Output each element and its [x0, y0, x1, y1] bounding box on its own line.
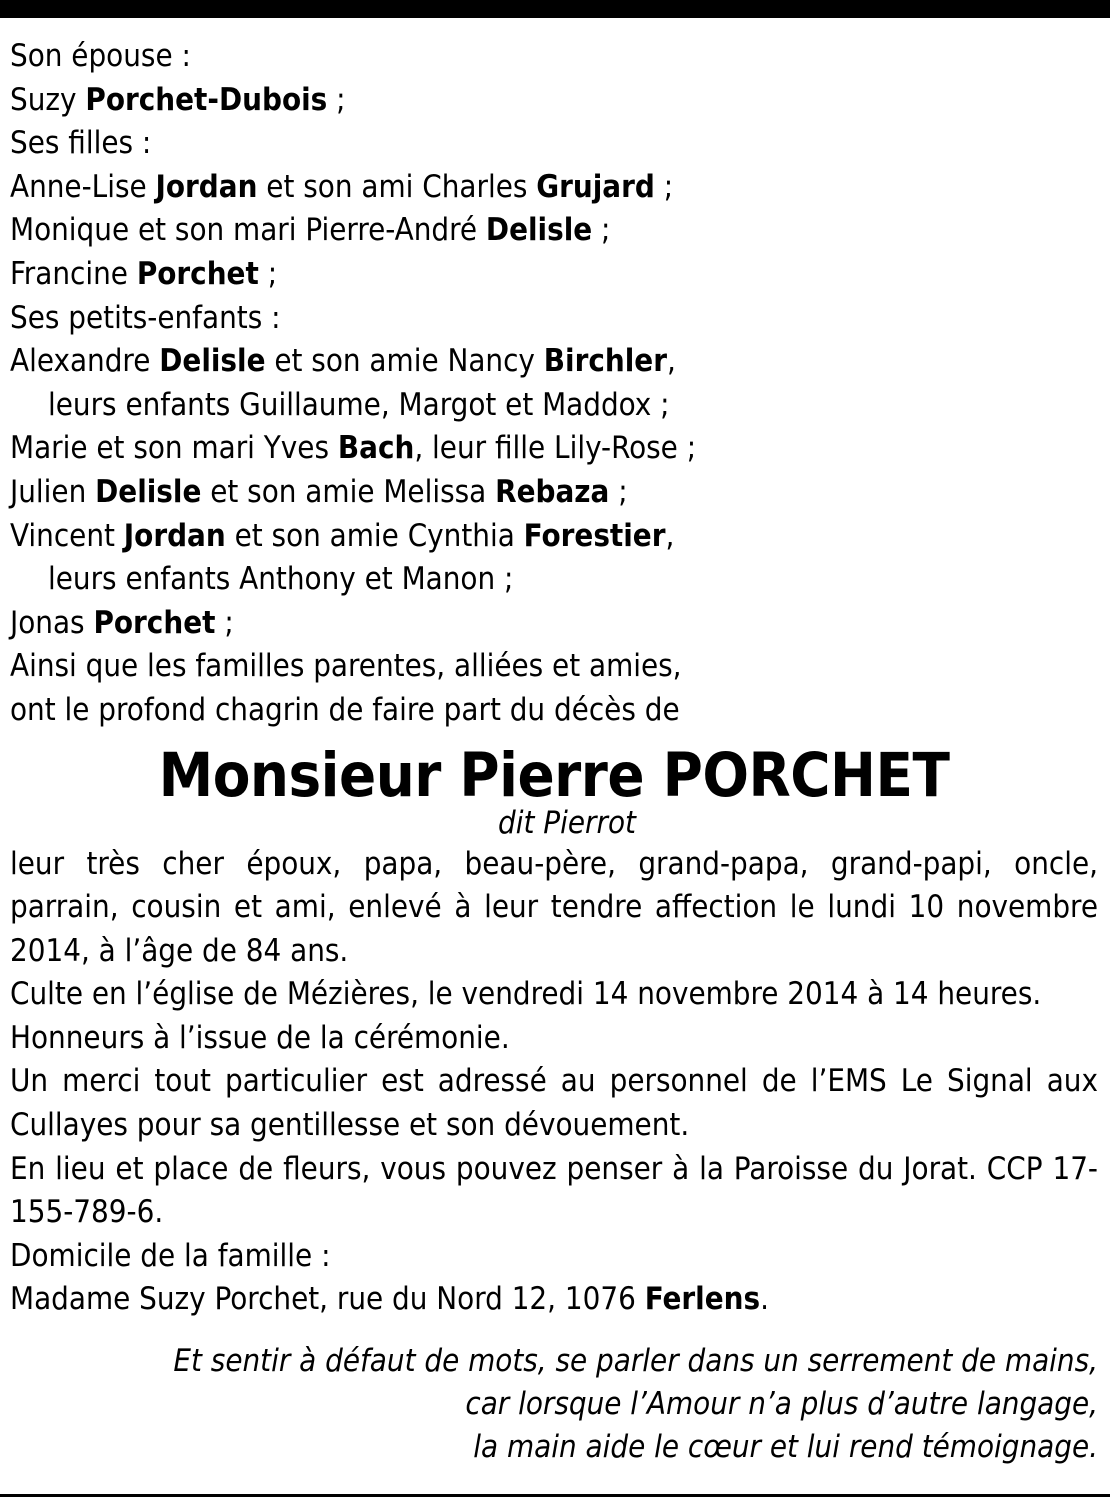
- bottom-rule: [0, 1494, 1110, 1497]
- deceased-block: [10, 741, 1098, 841]
- daughter-line: Anne-Lise Jordan et son ami Charles Grujard ;: [10, 168, 674, 205]
- poem-line: car lorsque l’Amour n’a plus d’autre langage,: [465, 1386, 1098, 1423]
- grandchild-line: Marie et son mari Yves Bach, leur fille Lily-Rose ;: [10, 430, 697, 467]
- daughter-line: Francine Porchet ;: [10, 255, 278, 292]
- spouse-line: Suzy Porchet-Dubois ;: [10, 81, 346, 118]
- domicile-header: Domicile de la famille :: [10, 1237, 331, 1274]
- grandchild-line: Vincent Jordan et son amie Cynthia Forestier,: [10, 517, 675, 554]
- daughters-header: Ses filles :: [10, 125, 152, 162]
- spouse-header: Son épouse :: [10, 38, 191, 74]
- great-grandchildren-line: leurs enfants Guillaume, Margot et Maddox ;: [48, 386, 670, 423]
- honours-paragraph: Honneurs à l’issue de la cérémonie.: [10, 1019, 510, 1056]
- address-line: Madame Suzy Porchet, rue du Nord 12, 1076 Ferlens.: [10, 1281, 769, 1318]
- great-grandchildren-line: leurs enfants Anthony et Manon ;: [48, 561, 514, 598]
- deceased-name: Monsieur Pierre PORCHET: [158, 739, 950, 811]
- daughter-line: Monique et son mari Pierre-André Delisle ;: [10, 212, 611, 249]
- deceased-nickname: dit Pierrot: [498, 804, 636, 841]
- closing-line: Ainsi que les familles parentes, alliées et amies,: [10, 648, 682, 685]
- grandchild-line: Julien Delisle et son amie Melissa Rebaza ;: [10, 473, 628, 510]
- grandchild-line: Jonas Porchet ;: [10, 604, 234, 641]
- obituary-notice: [10, 35, 1098, 1469]
- thanks-paragraph: Un merci tout particulier est adressé au personnel de l’EMS Le Signal aux Cullayes pour sa gentillesse et son dévouement.: [10, 1063, 1098, 1144]
- spouse-surname: Porchet-Dubois: [85, 81, 328, 118]
- closing-line: ont le profond chagrin de faire part du décès de: [10, 691, 680, 728]
- service-paragraph: Culte en l’église de Mézières, le vendredi 14 novembre 2014 à 14 heures.: [10, 976, 1042, 1013]
- tribute-paragraph: leur très cher époux, papa, beau-père, grand-papa, grand-papi, oncle, parrain, cousin et ami, enlevé à leur tendre affection le lundi 10 novembre 2014, à l’âge de 84 ans.: [10, 845, 1098, 969]
- flowers-paragraph: En lieu et place de fleurs, vous pouvez penser à la Paroisse du Jorat. CCP 17-155-789-6.: [10, 1150, 1098, 1231]
- grandchildren-header: Ses petits-enfants :: [10, 299, 281, 336]
- poem-line: la main aide le cœur et lui rend témoignage.: [473, 1429, 1098, 1466]
- closing-poem: [10, 1340, 1098, 1469]
- poem-line: Et sentir à défaut de mots, se parler dans un serrement de mains,: [173, 1343, 1098, 1380]
- top-rule: [0, 0, 1110, 18]
- grandchild-line: Alexandre Delisle et son amie Nancy Birchler,: [10, 343, 676, 380]
